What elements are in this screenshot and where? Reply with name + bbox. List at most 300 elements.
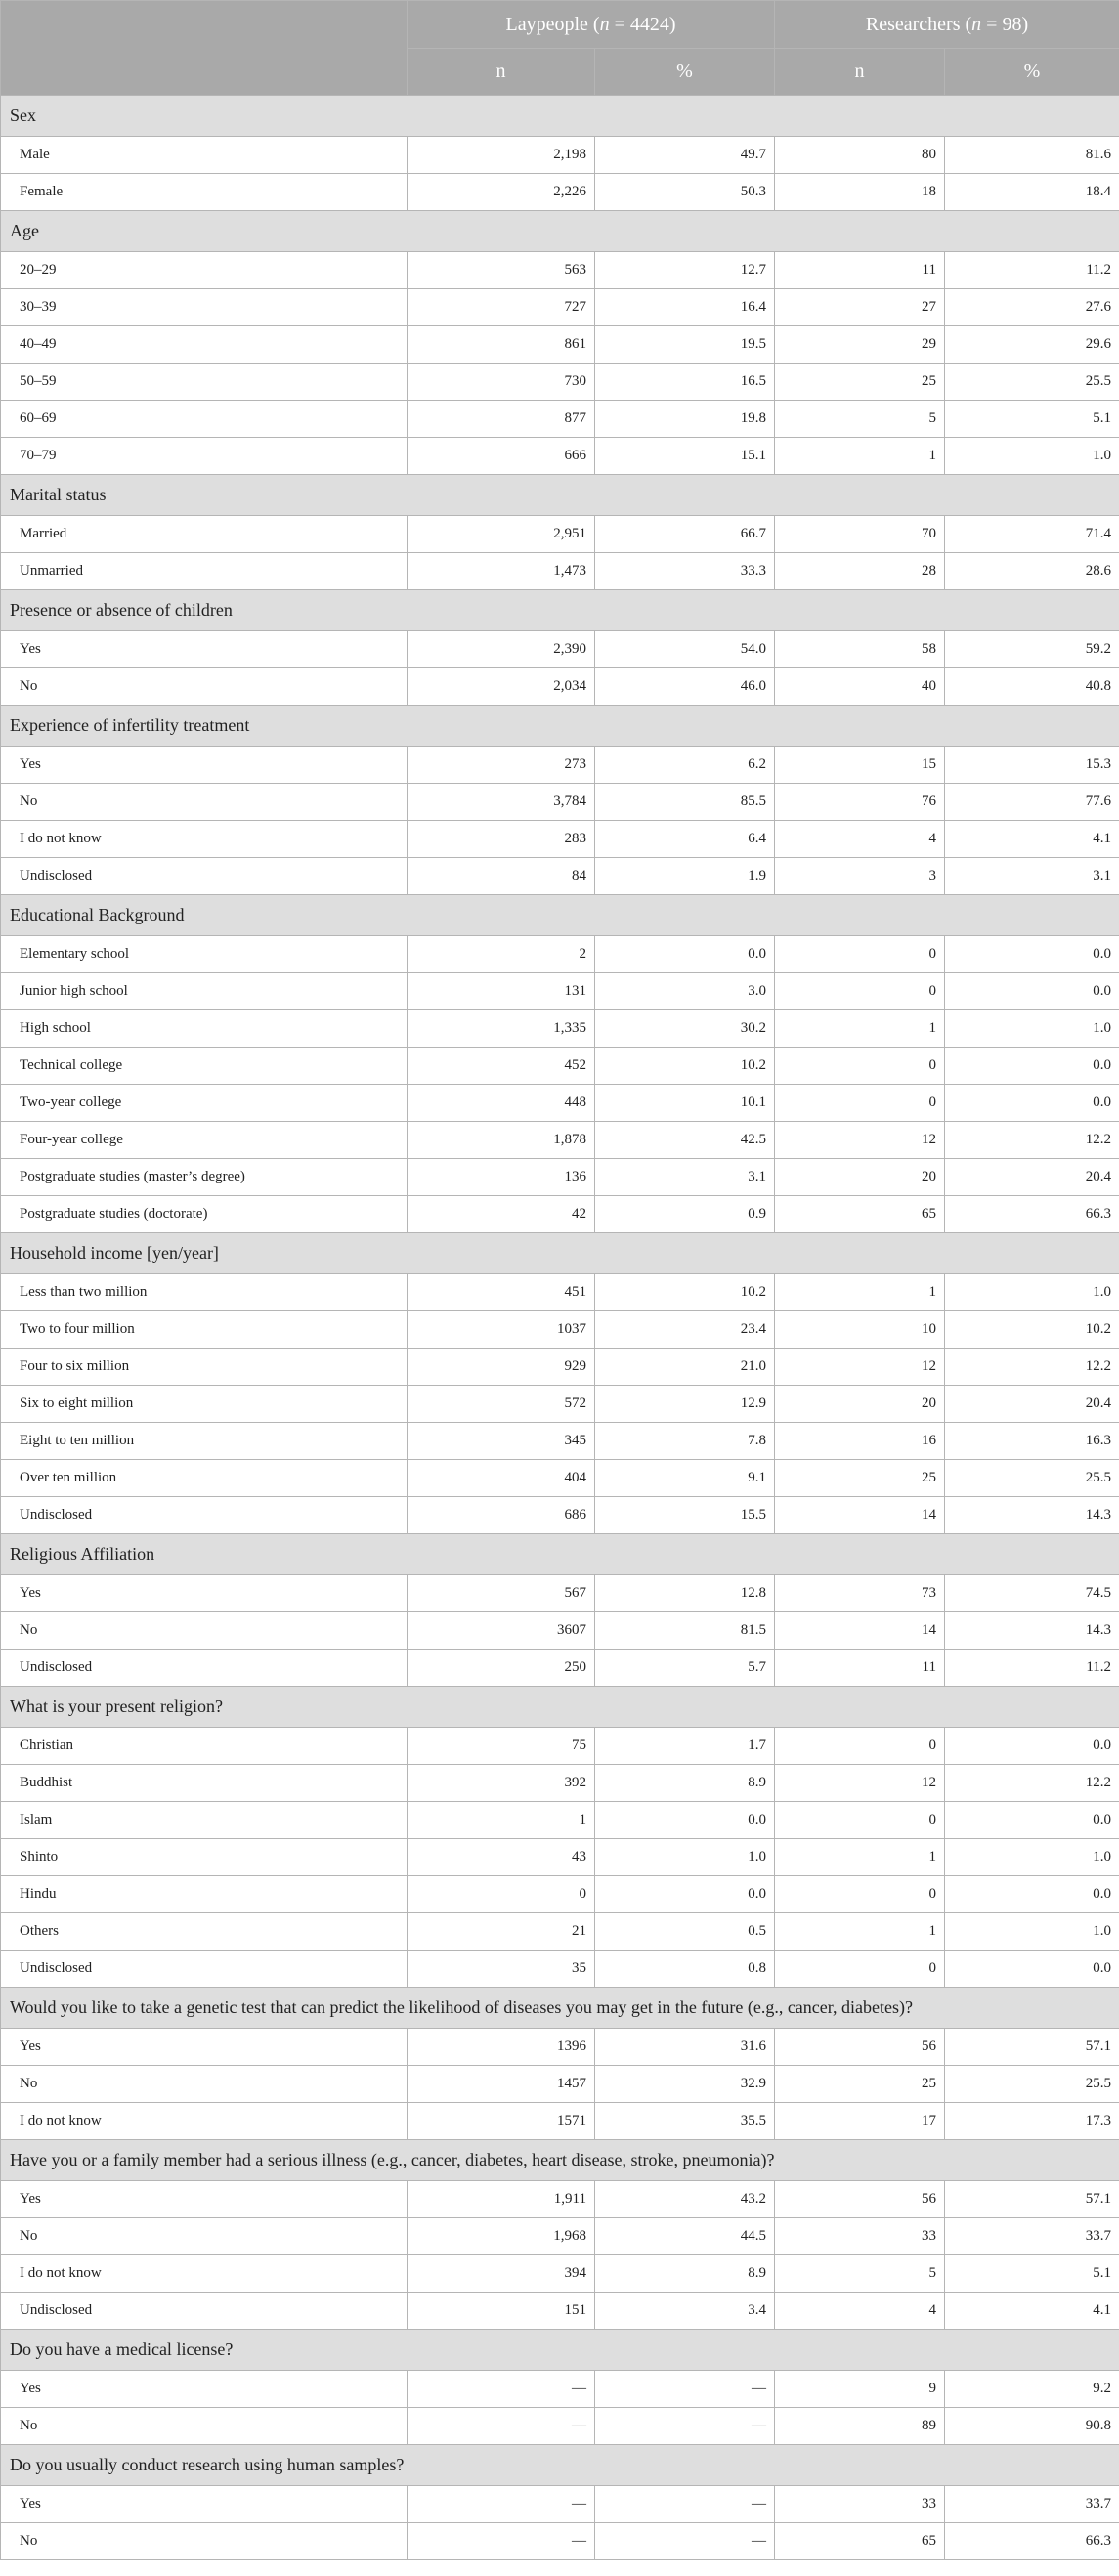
table-row [1, 174, 1119, 211]
table-row [1, 1423, 1119, 1460]
researchers-pct: 0.0 [945, 1876, 1119, 1913]
row-label: Married [1, 516, 408, 553]
laypeople-pct: 3.4 [595, 2293, 775, 2330]
table-body [1, 96, 1119, 2560]
section-row [1, 706, 1119, 747]
researchers-n: 33 [775, 2486, 945, 2523]
table-row [1, 2523, 1119, 2560]
laypeople-pct: 10.2 [595, 1048, 775, 1085]
laypeople-n: 861 [408, 326, 595, 364]
laypeople-n: 686 [408, 1497, 595, 1534]
row-label: Technical college [1, 1048, 408, 1085]
section-row [1, 1534, 1119, 1575]
laypeople-pct: 0.5 [595, 1913, 775, 1951]
laypeople-n: 2,226 [408, 174, 595, 211]
laypeople-pct: 9.1 [595, 1460, 775, 1497]
laypeople-pct: 19.5 [595, 326, 775, 364]
header-blank-cell [1, 1, 408, 96]
researchers-n: 10 [775, 1311, 945, 1349]
header-laypeople-label: Laypeople ( [505, 13, 600, 35]
researchers-pct: 77.6 [945, 784, 1119, 821]
laypeople-pct: 12.9 [595, 1386, 775, 1423]
researchers-n: 0 [775, 1728, 945, 1765]
laypeople-pct: 32.9 [595, 2066, 775, 2103]
laypeople-n: 567 [408, 1575, 595, 1612]
table-row [1, 973, 1119, 1010]
table-row [1, 2255, 1119, 2293]
researchers-n: 25 [775, 1460, 945, 1497]
row-label: Junior high school [1, 973, 408, 1010]
row-label: Female [1, 174, 408, 211]
row-label: Unmarried [1, 553, 408, 590]
researchers-pct: 0.0 [945, 1048, 1119, 1085]
researchers-pct: 57.1 [945, 2029, 1119, 2066]
researchers-n: 3 [775, 858, 945, 895]
row-label: Buddhist [1, 1765, 408, 1802]
laypeople-n: 394 [408, 2255, 595, 2293]
section-title: Would you like to take a genetic test that can predict the likelihood of diseases you may get in the future (e.g., cancer, diabetes)? [1, 1988, 1119, 2029]
section-title: Experience of infertility treatment [1, 706, 1119, 747]
section-row [1, 2330, 1119, 2371]
row-label: Islam [1, 1802, 408, 1839]
table-row [1, 936, 1119, 973]
table-row [1, 1274, 1119, 1311]
laypeople-pct: 8.9 [595, 1765, 775, 1802]
table-row [1, 1386, 1119, 1423]
researchers-n: 5 [775, 2255, 945, 2293]
researchers-n: 5 [775, 401, 945, 438]
researchers-pct: 12.2 [945, 1349, 1119, 1386]
laypeople-pct: 1.9 [595, 858, 775, 895]
laypeople-n: 1,335 [408, 1010, 595, 1048]
laypeople-n: 2 [408, 936, 595, 973]
row-label: Two-year college [1, 1085, 408, 1122]
row-label: Postgraduate studies (doctorate) [1, 1196, 408, 1233]
researchers-pct: 5.1 [945, 401, 1119, 438]
researchers-n: 28 [775, 553, 945, 590]
laypeople-n: 273 [408, 747, 595, 784]
researchers-pct: 17.3 [945, 2103, 1119, 2140]
researchers-n: 11 [775, 252, 945, 289]
row-label: Undisclosed [1, 2293, 408, 2330]
researchers-pct: 33.7 [945, 2486, 1119, 2523]
row-label: 50–59 [1, 364, 408, 401]
researchers-pct: 25.5 [945, 364, 1119, 401]
researchers-pct: 0.0 [945, 1728, 1119, 1765]
laypeople-pct: 10.2 [595, 1274, 775, 1311]
laypeople-pct: 16.5 [595, 364, 775, 401]
laypeople-n: 572 [408, 1386, 595, 1423]
researchers-pct: 10.2 [945, 1311, 1119, 1349]
row-label: Yes [1, 2486, 408, 2523]
laypeople-n: — [408, 2523, 595, 2560]
laypeople-pct: 42.5 [595, 1122, 775, 1159]
row-label: Hindu [1, 1876, 408, 1913]
row-label: Undisclosed [1, 1951, 408, 1988]
laypeople-pct: 85.5 [595, 784, 775, 821]
researchers-pct: 11.2 [945, 1650, 1119, 1687]
laypeople-n: 1571 [408, 2103, 595, 2140]
section-row [1, 96, 1119, 137]
row-label: No [1, 2218, 408, 2255]
row-label: 30–39 [1, 289, 408, 326]
researchers-pct: 74.5 [945, 1575, 1119, 1612]
table-row [1, 631, 1119, 668]
laypeople-n: 1457 [408, 2066, 595, 2103]
table-row [1, 747, 1119, 784]
laypeople-pct: 33.3 [595, 553, 775, 590]
researchers-pct: 4.1 [945, 2293, 1119, 2330]
table-row [1, 1913, 1119, 1951]
laypeople-pct: 43.2 [595, 2181, 775, 2218]
row-label: Undisclosed [1, 1650, 408, 1687]
section-title: Religious Affiliation [1, 1534, 1119, 1575]
laypeople-pct: — [595, 2486, 775, 2523]
table-row [1, 1311, 1119, 1349]
laypeople-pct: 0.9 [595, 1196, 775, 1233]
researchers-n: 16 [775, 1423, 945, 1460]
section-row [1, 1687, 1119, 1728]
row-label: Over ten million [1, 1460, 408, 1497]
researchers-n: 58 [775, 631, 945, 668]
researchers-n: 1 [775, 1839, 945, 1876]
researchers-pct: 66.3 [945, 1196, 1119, 1233]
researchers-n: 18 [775, 174, 945, 211]
researchers-n: 1 [775, 1274, 945, 1311]
researchers-n: 9 [775, 2371, 945, 2408]
row-label: Six to eight million [1, 1386, 408, 1423]
header-researchers-n-val: = 98) [981, 13, 1029, 35]
table-row [1, 553, 1119, 590]
laypeople-pct: 30.2 [595, 1010, 775, 1048]
table-row [1, 821, 1119, 858]
laypeople-n: 131 [408, 973, 595, 1010]
table-row [1, 1728, 1119, 1765]
researchers-n: 80 [775, 137, 945, 174]
researchers-n: 12 [775, 1765, 945, 1802]
laypeople-n: 448 [408, 1085, 595, 1122]
researchers-pct: 66.3 [945, 2523, 1119, 2560]
section-row [1, 2140, 1119, 2181]
laypeople-pct: 1.7 [595, 1728, 775, 1765]
laypeople-pct: 1.0 [595, 1839, 775, 1876]
table-row [1, 2293, 1119, 2330]
row-label: No [1, 668, 408, 706]
row-label: Postgraduate studies (master’s degree) [1, 1159, 408, 1196]
section-title: Educational Background [1, 895, 1119, 936]
laypeople-pct: 5.7 [595, 1650, 775, 1687]
researchers-n: 14 [775, 1612, 945, 1650]
researchers-n: 73 [775, 1575, 945, 1612]
laypeople-n: 42 [408, 1196, 595, 1233]
laypeople-n: 929 [408, 1349, 595, 1386]
researchers-pct: 1.0 [945, 1913, 1119, 1951]
row-label: 60–69 [1, 401, 408, 438]
table-row [1, 1802, 1119, 1839]
section-title: Do you have a medical license? [1, 2330, 1119, 2371]
row-label: No [1, 784, 408, 821]
header-row-groups [1, 1, 1119, 49]
table-row [1, 1085, 1119, 1122]
table-row [1, 1575, 1119, 1612]
laypeople-pct: 15.1 [595, 438, 775, 475]
row-label: Two to four million [1, 1311, 408, 1349]
row-label: Yes [1, 1575, 408, 1612]
researchers-n: 25 [775, 2066, 945, 2103]
table-header [1, 1, 1119, 96]
row-label: Four-year college [1, 1122, 408, 1159]
researchers-n: 76 [775, 784, 945, 821]
researchers-pct: 5.1 [945, 2255, 1119, 2293]
table-row [1, 668, 1119, 706]
header-laypeople-pct: % [595, 49, 775, 96]
researchers-n: 0 [775, 973, 945, 1010]
researchers-pct: 81.6 [945, 137, 1119, 174]
researchers-n: 0 [775, 1802, 945, 1839]
header-laypeople-n-val: = 4424) [609, 13, 676, 35]
laypeople-n: 404 [408, 1460, 595, 1497]
row-label: Yes [1, 747, 408, 784]
laypeople-pct: 3.1 [595, 1159, 775, 1196]
table-row [1, 1765, 1119, 1802]
table-row [1, 1876, 1119, 1913]
laypeople-n: 250 [408, 1650, 595, 1687]
researchers-n: 0 [775, 936, 945, 973]
table-row [1, 1951, 1119, 1988]
section-title: Do you usually conduct research using human samples? [1, 2445, 1119, 2486]
row-label: High school [1, 1010, 408, 1048]
laypeople-pct: 81.5 [595, 1612, 775, 1650]
laypeople-pct: 54.0 [595, 631, 775, 668]
laypeople-pct: 0.0 [595, 1802, 775, 1839]
laypeople-n: 1,968 [408, 2218, 595, 2255]
row-label: No [1, 1612, 408, 1650]
researchers-pct: 28.6 [945, 553, 1119, 590]
laypeople-pct: 16.4 [595, 289, 775, 326]
row-label: Yes [1, 2181, 408, 2218]
researchers-pct: 1.0 [945, 1274, 1119, 1311]
table-row [1, 1839, 1119, 1876]
row-label: Male [1, 137, 408, 174]
laypeople-pct: 0.0 [595, 1876, 775, 1913]
researchers-n: 89 [775, 2408, 945, 2445]
table-row [1, 1159, 1119, 1196]
row-label: Undisclosed [1, 858, 408, 895]
row-label: 20–29 [1, 252, 408, 289]
row-label: I do not know [1, 821, 408, 858]
section-title: Have you or a family member had a serious illness (e.g., cancer, diabetes, heart disease, stroke, pneumonia)? [1, 2140, 1119, 2181]
row-label: No [1, 2408, 408, 2445]
table-row [1, 2486, 1119, 2523]
section-title: What is your present religion? [1, 1687, 1119, 1728]
section-title: Marital status [1, 475, 1119, 516]
table-row [1, 2408, 1119, 2445]
researchers-n: 0 [775, 1951, 945, 1988]
researchers-n: 56 [775, 2029, 945, 2066]
researchers-pct: 0.0 [945, 1802, 1119, 1839]
row-label: Elementary school [1, 936, 408, 973]
researchers-pct: 12.2 [945, 1765, 1119, 1802]
researchers-n: 0 [775, 1048, 945, 1085]
researchers-n: 40 [775, 668, 945, 706]
laypeople-n: 1396 [408, 2029, 595, 2066]
researchers-pct: 9.2 [945, 2371, 1119, 2408]
researchers-pct: 15.3 [945, 747, 1119, 784]
researchers-n: 0 [775, 1876, 945, 1913]
researchers-n: 20 [775, 1159, 945, 1196]
researchers-n: 14 [775, 1497, 945, 1534]
header-researchers-pct: % [945, 49, 1119, 96]
table-row [1, 2218, 1119, 2255]
section-row [1, 475, 1119, 516]
laypeople-pct: 8.9 [595, 2255, 775, 2293]
laypeople-n: 452 [408, 1048, 595, 1085]
section-row [1, 211, 1119, 252]
laypeople-n: 2,951 [408, 516, 595, 553]
researchers-pct: 1.0 [945, 1839, 1119, 1876]
laypeople-n: 75 [408, 1728, 595, 1765]
section-title: Presence or absence of children [1, 590, 1119, 631]
researchers-n: 1 [775, 1913, 945, 1951]
row-label: Yes [1, 2371, 408, 2408]
researchers-n: 56 [775, 2181, 945, 2218]
researchers-n: 17 [775, 2103, 945, 2140]
table-row [1, 364, 1119, 401]
row-label: Others [1, 1913, 408, 1951]
laypeople-pct: 21.0 [595, 1349, 775, 1386]
table-row [1, 252, 1119, 289]
researchers-pct: 0.0 [945, 1085, 1119, 1122]
row-label: Less than two million [1, 1274, 408, 1311]
section-row [1, 1233, 1119, 1274]
header-researchers-n: n [775, 49, 945, 96]
researchers-n: 12 [775, 1349, 945, 1386]
section-title: Sex [1, 96, 1119, 137]
laypeople-pct: 31.6 [595, 2029, 775, 2066]
laypeople-n: 1,473 [408, 553, 595, 590]
laypeople-n: 1,911 [408, 2181, 595, 2218]
table-row [1, 2181, 1119, 2218]
laypeople-n: 2,034 [408, 668, 595, 706]
researchers-n: 1 [775, 1010, 945, 1048]
laypeople-n: 1037 [408, 1311, 595, 1349]
laypeople-pct: 46.0 [595, 668, 775, 706]
laypeople-pct: — [595, 2408, 775, 2445]
table-row [1, 1349, 1119, 1386]
researchers-pct: 71.4 [945, 516, 1119, 553]
researchers-pct: 40.8 [945, 668, 1119, 706]
header-researchers-n-var: n [971, 13, 982, 35]
laypeople-n: 877 [408, 401, 595, 438]
researchers-pct: 0.0 [945, 936, 1119, 973]
researchers-pct: 3.1 [945, 858, 1119, 895]
table-row [1, 2066, 1119, 2103]
researchers-n: 29 [775, 326, 945, 364]
laypeople-pct: 50.3 [595, 174, 775, 211]
section-row [1, 1988, 1119, 2029]
laypeople-pct: 12.8 [595, 1575, 775, 1612]
laypeople-pct: 0.8 [595, 1951, 775, 1988]
laypeople-n: 1 [408, 1802, 595, 1839]
laypeople-n: — [408, 2408, 595, 2445]
row-label: Four to six million [1, 1349, 408, 1386]
researchers-pct: 14.3 [945, 1497, 1119, 1534]
table-row [1, 1010, 1119, 1048]
laypeople-n: 727 [408, 289, 595, 326]
header-researchers [775, 1, 1119, 49]
laypeople-n: 35 [408, 1951, 595, 1988]
table-row [1, 2371, 1119, 2408]
laypeople-n: 2,198 [408, 137, 595, 174]
researchers-pct: 1.0 [945, 1010, 1119, 1048]
header-laypeople-n: n [408, 49, 595, 96]
header-laypeople-n-var: n [599, 13, 610, 35]
researchers-n: 65 [775, 1196, 945, 1233]
laypeople-n: 3,784 [408, 784, 595, 821]
researchers-pct: 16.3 [945, 1423, 1119, 1460]
researchers-pct: 33.7 [945, 2218, 1119, 2255]
laypeople-pct: 44.5 [595, 2218, 775, 2255]
row-label: Yes [1, 631, 408, 668]
researchers-pct: 90.8 [945, 2408, 1119, 2445]
researchers-n: 0 [775, 1085, 945, 1122]
row-label: 70–79 [1, 438, 408, 475]
row-label: I do not know [1, 2255, 408, 2293]
laypeople-n: 563 [408, 252, 595, 289]
laypeople-n: 1,878 [408, 1122, 595, 1159]
laypeople-n: 21 [408, 1913, 595, 1951]
laypeople-n: 84 [408, 858, 595, 895]
researchers-n: 65 [775, 2523, 945, 2560]
researchers-pct: 14.3 [945, 1612, 1119, 1650]
row-label: Shinto [1, 1839, 408, 1876]
laypeople-pct: 49.7 [595, 137, 775, 174]
laypeople-n: 730 [408, 364, 595, 401]
researchers-n: 11 [775, 1650, 945, 1687]
row-label: Eight to ten million [1, 1423, 408, 1460]
table-row [1, 1650, 1119, 1687]
section-row [1, 2445, 1119, 2486]
laypeople-pct: 15.5 [595, 1497, 775, 1534]
researchers-pct: 20.4 [945, 1386, 1119, 1423]
researchers-pct: 59.2 [945, 631, 1119, 668]
laypeople-n: 283 [408, 821, 595, 858]
laypeople-pct: 35.5 [595, 2103, 775, 2140]
researchers-pct: 27.6 [945, 289, 1119, 326]
laypeople-n: 666 [408, 438, 595, 475]
researchers-pct: 0.0 [945, 973, 1119, 1010]
laypeople-pct: 66.7 [595, 516, 775, 553]
laypeople-pct: 19.8 [595, 401, 775, 438]
laypeople-n: 392 [408, 1765, 595, 1802]
row-label: Christian [1, 1728, 408, 1765]
table-row [1, 784, 1119, 821]
laypeople-n: 451 [408, 1274, 595, 1311]
row-label: No [1, 2066, 408, 2103]
table-row [1, 438, 1119, 475]
researchers-n: 12 [775, 1122, 945, 1159]
table-row [1, 289, 1119, 326]
table-row [1, 1612, 1119, 1650]
table-row [1, 1122, 1119, 1159]
table-row [1, 1497, 1119, 1534]
laypeople-n: 3607 [408, 1612, 595, 1650]
table-row [1, 326, 1119, 364]
researchers-n: 1 [775, 438, 945, 475]
row-label: Yes [1, 2029, 408, 2066]
laypeople-pct: 6.4 [595, 821, 775, 858]
laypeople-n: 2,390 [408, 631, 595, 668]
